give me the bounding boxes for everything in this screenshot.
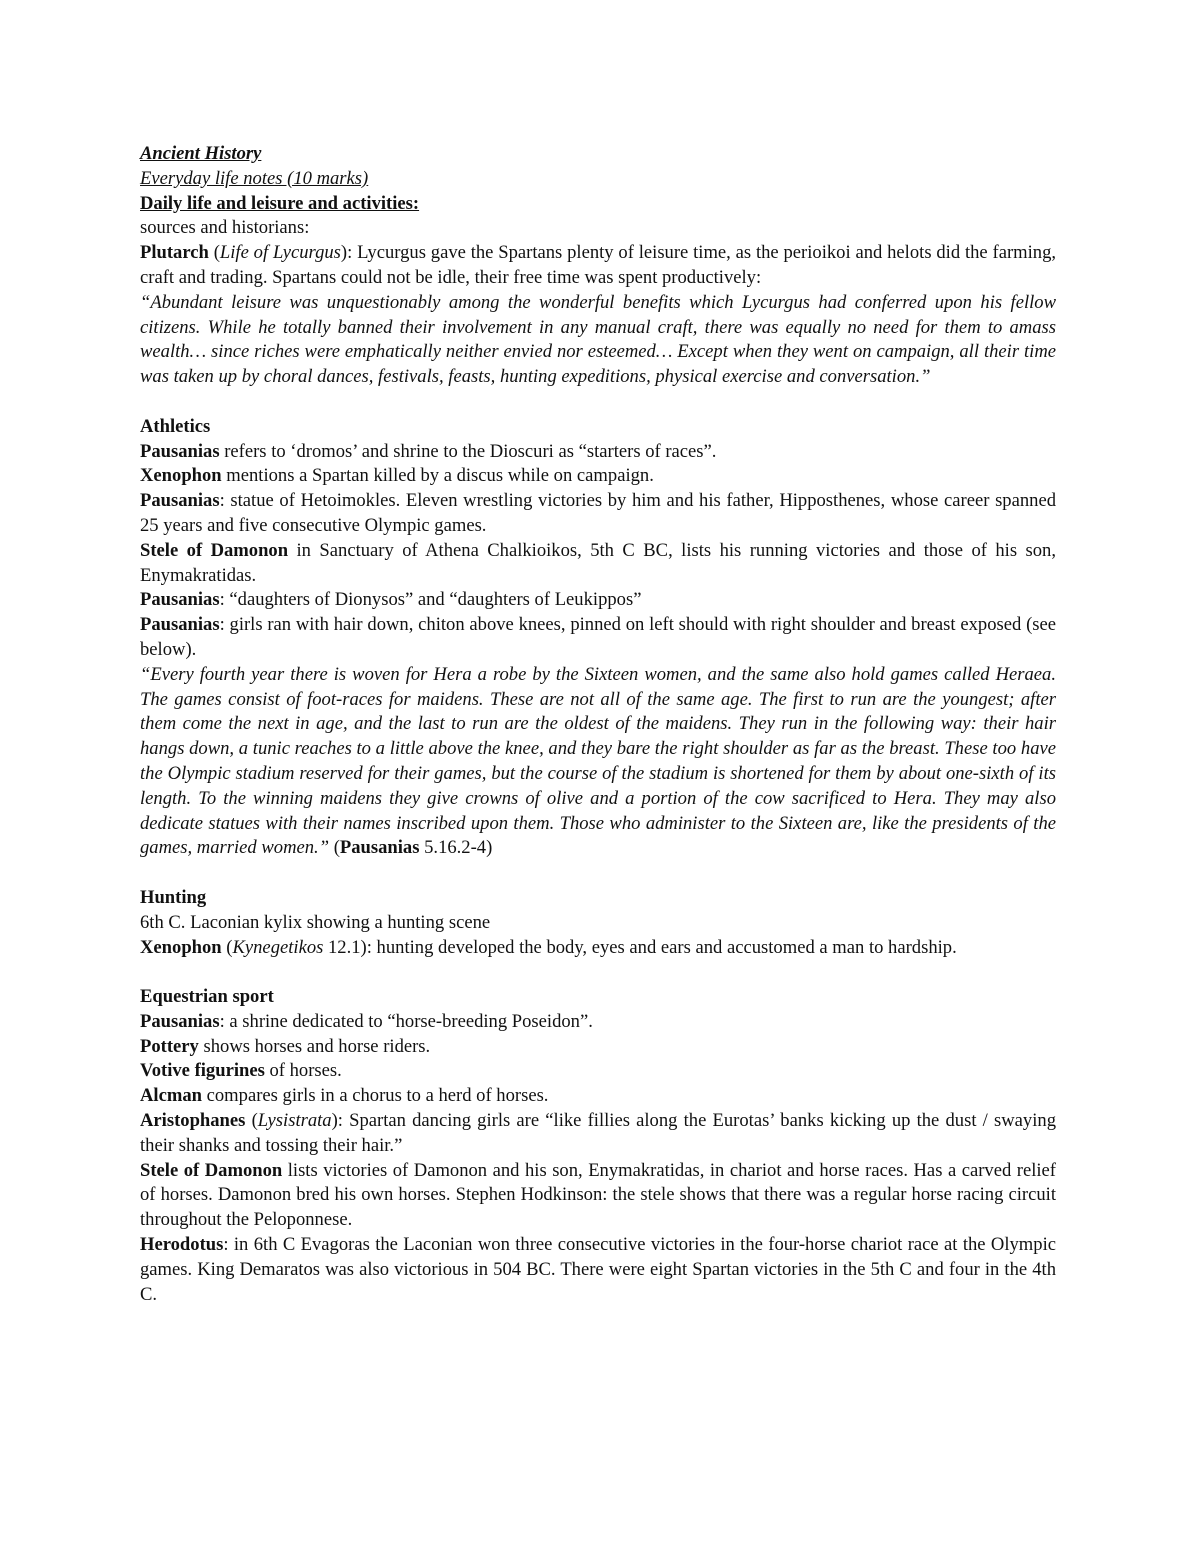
item-text: 12.1): hunting developed the body, eyes and ears and accustomed a man to hardship. xyxy=(323,936,957,958)
citation-text: 5.16.2-4) xyxy=(419,837,493,859)
source-name: Xenophon xyxy=(140,936,222,958)
item-text: shows horses and horse riders. xyxy=(198,1035,431,1057)
work-title: Lysistrata xyxy=(257,1110,332,1132)
item-text: in Sanctuary of Athena Chalkioikos, 5th C BC, lists his running victories and those of his son, Enymakratidas. xyxy=(140,539,1057,586)
athletics-item xyxy=(140,464,1056,489)
source-name: Pausanias xyxy=(140,1010,220,1032)
paren: ( xyxy=(329,837,340,859)
quote-text: “Every fourth year there is woven for Hera a robe by the Sixteen women, and the same also hold games called Heraea. The games consist of foot-races for maidens. These are not all of the same age. The first to run are the youngest; after them come the next in age, and the last to run are the oldest of the maidens. They run in the following way: their hair hangs down, a tunic reaches to a little above the knee, and they bare the right shoulder as far as the breast. These too have the Olympic stadium reserved for their games, but the course of the stadium is shortened for them by about one-sixth of its length. To the winning maidens they give crowns of olive and a portion of the cow sacrificed to Hera. They may also dedicate statues with their names inscribed upon them. Those who administer to the Sixteen are, like the presidents of the games, married women.” xyxy=(140,663,1056,859)
item-text: mentions a Spartan killed by a discus while on campaign. xyxy=(221,465,654,487)
source-name: Pausanias xyxy=(140,490,220,512)
equestrian-item xyxy=(140,1084,1056,1109)
plutarch-quote: “Abundant leisure was unquestionably among the wonderful benefits which Lycurgus had conferred upon his fellow citizens. While he totally banned their involvement in any manual craft, there was equally no need for them to amass wealth… since riches were emphatically neither envied nor esteemed… Except when they went on campaign, all their time was taken up by choral dances, festivals, feasts, hunting expeditions, physical exercise and conversation.” xyxy=(140,291,1056,388)
spacer xyxy=(140,390,1056,415)
paren: ( xyxy=(208,242,220,264)
source-name: Aristophanes xyxy=(140,1110,246,1132)
section-heading-athletics: Athletics xyxy=(140,415,211,437)
source-name: Votive figurines xyxy=(140,1060,265,1082)
equestrian-item xyxy=(140,1035,1056,1060)
document-body xyxy=(140,142,1056,1307)
athletics-item xyxy=(140,588,1056,613)
source-name: Xenophon xyxy=(140,465,222,487)
paragraph-text: ): Lycurgus gave the Spartans plenty of leisure time, as the perioikoi and helots did the farming, craft and trading. Spartans could not be idle, their free time was spent productively: xyxy=(140,242,1057,288)
equestrian-item xyxy=(140,1233,1056,1307)
spacer xyxy=(140,960,1056,985)
athletics-item xyxy=(140,440,1056,465)
source-name: Plutarch xyxy=(140,242,209,264)
item-text: ): Spartan dancing girls are “like fillies along the Eurotas’ banks kicking up the dust / swaying their shanks and tossing their hair.” xyxy=(140,1110,1056,1156)
item-text: : “daughters of Dionysos” and “daughters of Leukippos” xyxy=(219,589,642,611)
paren: ( xyxy=(245,1110,258,1132)
source-name: Pausanias xyxy=(140,440,220,462)
hunting-item: 6th C. Laconian kylix showing a hunting scene xyxy=(140,911,491,933)
page-subtitle: Everyday life notes (10 marks) xyxy=(140,167,369,189)
item-text: : girls ran with hair down, chiton above knees, pinned on left should with right shoulder and breast exposed (see below). xyxy=(140,614,1056,660)
equestrian-item xyxy=(140,1010,1056,1035)
item-text: : statue of Hetoimokles. Eleven wrestling victories by him and his father, Hipposthenes, whose career spanned 25 years and five consecutive Olympic games. xyxy=(140,490,1056,536)
hunting-item xyxy=(140,936,1056,961)
source-name: Pausanias xyxy=(140,589,220,611)
athletics-item xyxy=(140,539,1056,589)
item-text: : a shrine dedicated to “horse-breeding Poseidon”. xyxy=(219,1010,593,1032)
equestrian-item xyxy=(140,1109,1056,1159)
source-name: Pausanias xyxy=(140,614,220,636)
item-text: refers to ‘dromos’ and shrine to the Dioscuri as “starters of races”. xyxy=(219,440,717,462)
section-heading-hunting: Hunting xyxy=(140,886,207,908)
athletics-item xyxy=(140,489,1056,539)
item-text: lists victories of Damonon and his son, Enymakratidas, in chariot and horse races. Has a carved relief of horses. Damonon bred his own horses. Stephen Hodkinson: the stele shows that there was a regular horse racing circuit throughout the Peloponnese. xyxy=(140,1159,1056,1231)
spacer xyxy=(140,861,1056,886)
source-name: Herodotus xyxy=(140,1234,224,1256)
section-heading-daily-life: Daily life and leisure and activities: xyxy=(140,192,420,214)
pausanias-quote xyxy=(140,663,1056,861)
item-text: : in 6th C Evagoras the Laconian won three consecutive victories in the four-horse chariot race at the Olympic games. King Demaratos was also victorious in 504 BC. There were eight Spartan victories in the 5th C and four in the 4th C. xyxy=(140,1234,1056,1305)
equestrian-item xyxy=(140,1059,1056,1084)
source-name: Stele of Damonon xyxy=(140,1159,283,1181)
source-name: Pottery xyxy=(140,1035,199,1057)
plutarch-paragraph xyxy=(140,241,1056,291)
paren: ( xyxy=(221,936,233,958)
source-name: Alcman xyxy=(140,1085,202,1107)
page-title: Ancient History xyxy=(140,143,262,164)
source-name: Pausanias xyxy=(339,837,420,859)
work-title: Life of Lycurgus xyxy=(219,242,341,264)
item-text: of horses. xyxy=(264,1060,342,1082)
athletics-item xyxy=(140,613,1056,663)
source-name: Stele of Damonon xyxy=(140,539,289,561)
sources-label: sources and historians: xyxy=(140,217,310,239)
work-title: Kynegetikos xyxy=(232,936,324,958)
equestrian-item xyxy=(140,1159,1056,1233)
item-text: compares girls in a chorus to a herd of horses. xyxy=(201,1085,549,1107)
section-heading-equestrian: Equestrian sport xyxy=(140,986,274,1008)
